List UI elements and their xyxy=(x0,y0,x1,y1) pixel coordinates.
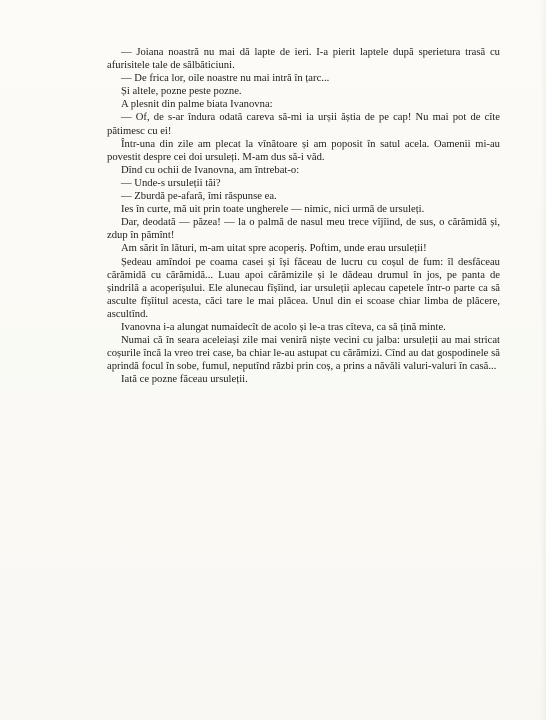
paragraph: Ies în curte, mă uit prin toate ungherele — nimic, nici urmă de ursuleți. xyxy=(121,204,425,216)
paragraph: Numai că în seara aceleiași zile mai veniră niște vecini cu jalba: ursuleții au mai stricat coșurile încă la vreo trei case, ba chiar le-au astupat cu cărămizi. Cînd au dat gospodinele să aprindă focul în sobe, fumul, neputînd răzbi prin coș, a prins a năvăli valuri-valuri în casă... xyxy=(107,335,500,373)
page-edge-shadow xyxy=(540,0,546,720)
paragraph: A plesnit din palme biata Ivanovna: xyxy=(121,99,273,111)
paragraph: — Zburdă pe-afară, îmi răspunse ea. xyxy=(121,191,277,203)
paragraph: Iată ce pozne făceau ursuleții. xyxy=(121,374,248,386)
paragraph: Ședeau amîndoi pe coama casei și își făceau de lucru cu coșul de fum: îl desfăceau cărămidă cu cărămidă... Luau apoi cărămizile și le dădeau drumul în jos, pe panta de șindrilă a acoperișului. Ele alunecau fîșîind, iar ursuleții aplecau capetele într-o parte ca să asculte fîșîitul acesta, căci tare le mai plăcea. Unul din ei scoase chiar limba de plăcere, ascultînd. xyxy=(107,256,500,320)
paragraph: — De frica lor, oile noastre nu mai intră în țarc... xyxy=(121,73,330,85)
paragraph: — Of, de s-ar îndura odată careva să-mi ia urșii ăștia de pe cap! Nu mai pot de cîte pătimesc cu ei! xyxy=(107,112,500,137)
paragraph: Am sărit în lături, m-am uitat spre acoperiș. Poftim, unde erau ursuleții! xyxy=(121,243,427,255)
paragraph: — Unde-s ursuleții tăi? xyxy=(121,177,221,189)
story-text xyxy=(107,46,500,386)
paragraph: — Joiana noastră nu mai dă lapte de ieri. I-a pierit laptele după sperietura trasă cu afurisitele tale de sălbăticiuni. xyxy=(107,47,500,72)
paragraph: Dar, deodată — păzea! — la o palmă de nasul meu trece vîjîind, de sus, o cărămidă și, zdup în pămînt! xyxy=(107,217,500,242)
paragraph: Ivanovna i-a alungat numaidecît de acolo și le-a tras cîteva, ca să țină minte. xyxy=(121,321,446,333)
paragraph: Într-una din zile am plecat la vînătoare și am poposit în satul acela. Oamenii mi-au povestit despre cei doi ursuleți. M-am dus să-i văd. xyxy=(107,138,500,163)
paragraph: Dînd cu ochii de Ivanovna, am întrebat-o: xyxy=(121,164,300,176)
paragraph: Și altele, pozne peste pozne. xyxy=(121,86,242,98)
